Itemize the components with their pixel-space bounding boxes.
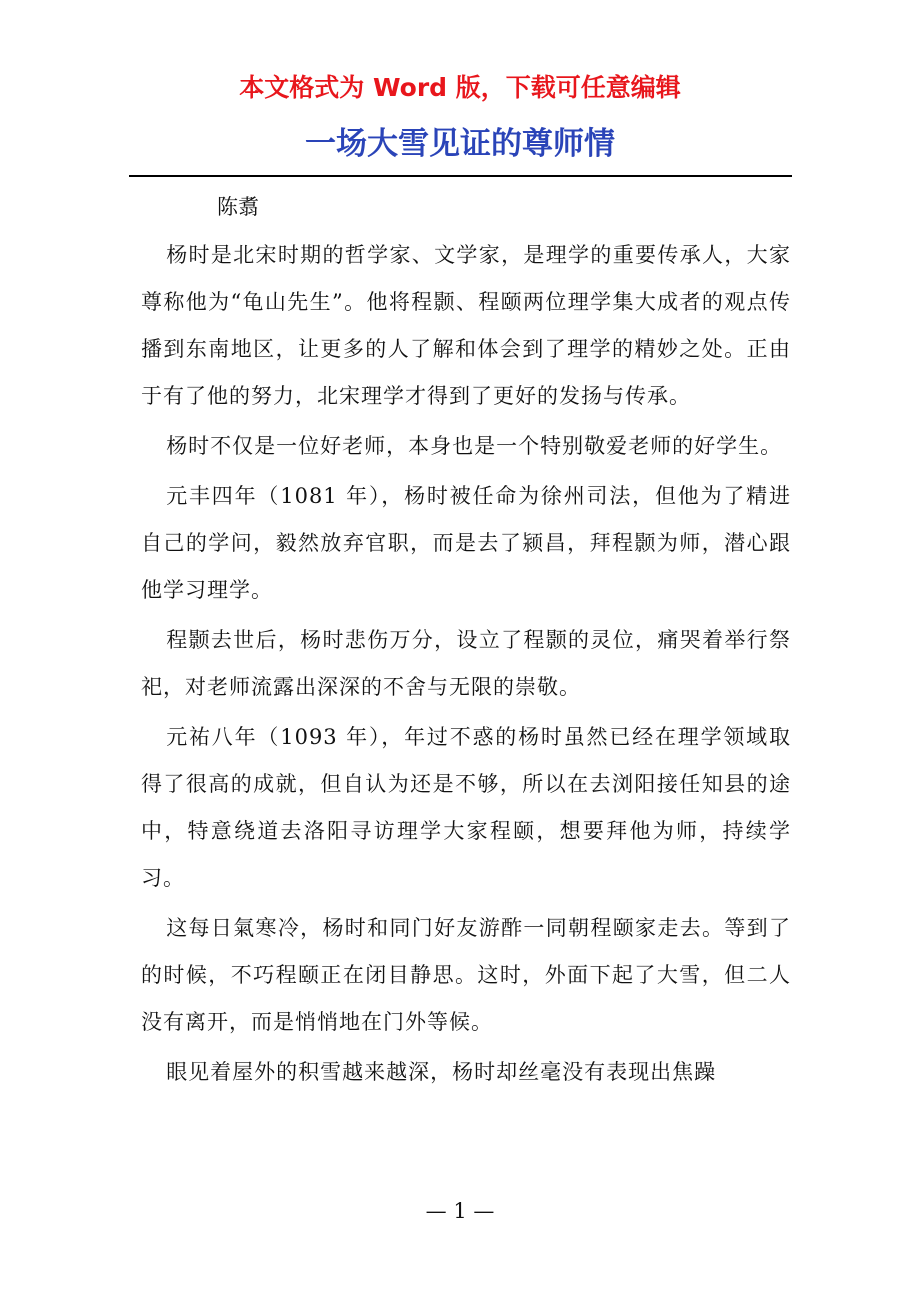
page-title: 一场大雪见证的尊师情 [305, 126, 615, 162]
paragraph: 这每日氣寒冷，杨时和同门好友游酢一同朝程颐家走去。等到了的时候，不巧程颐正在闭目静思。这时，外面下起了大雪，但二人没有离开，而是悄悄地在门外等候。 [141, 916, 791, 1034]
paragraph: 元祐八年（1093 年），年过不惑的杨时虽然已经在理学领域取得了很高的成就，但自认为还是不够，所以在去浏阳接任知县的途中，特意绕道去洛阳寻访理学大家程颐，想要拜他为师，持续学习。 [141, 725, 791, 890]
paragraph: 杨时是北宋时期的哲学家、文学家，是理学的重要传承人，大家尊称他为“龟山先生”。他将程颢、程颐两位理学集大成者的观点传播到东南地区，让更多的人了解和体会到了理学的精妙之处。正由于有了他的努力，北宋理学才得到了更好的发扬与传承。 [141, 243, 791, 408]
paragraph: 元丰四年（1081 年），杨时被任命为徐州司法，但他为了精进自己的学问，毅然放弃官职，而是去了颍昌，拜程颢为师，潜心跟他学习理学。 [141, 484, 791, 602]
paragraph: 杨时不仅是一位好老师，本身也是一个特别敬爱老师的好学生。 [166, 434, 783, 458]
article-body [141, 232, 791, 1099]
author-name: 陈翥 [217, 195, 259, 219]
format-notice: 本文格式为 Word 版，下载可任意编辑 [239, 73, 681, 102]
paragraph: 眼见着屋外的积雪越来越深，杨时却丝毫没有表现出焦躁 [166, 1060, 717, 1084]
title-divider [129, 175, 792, 177]
page-number: — 1 — [425, 1199, 495, 1223]
paragraph: 程颢去世后，杨时悲伤万分，设立了程颢的灵位，痛哭着举行祭祀，对老师流露出深深的不舍与无限的崇敬。 [141, 628, 791, 699]
